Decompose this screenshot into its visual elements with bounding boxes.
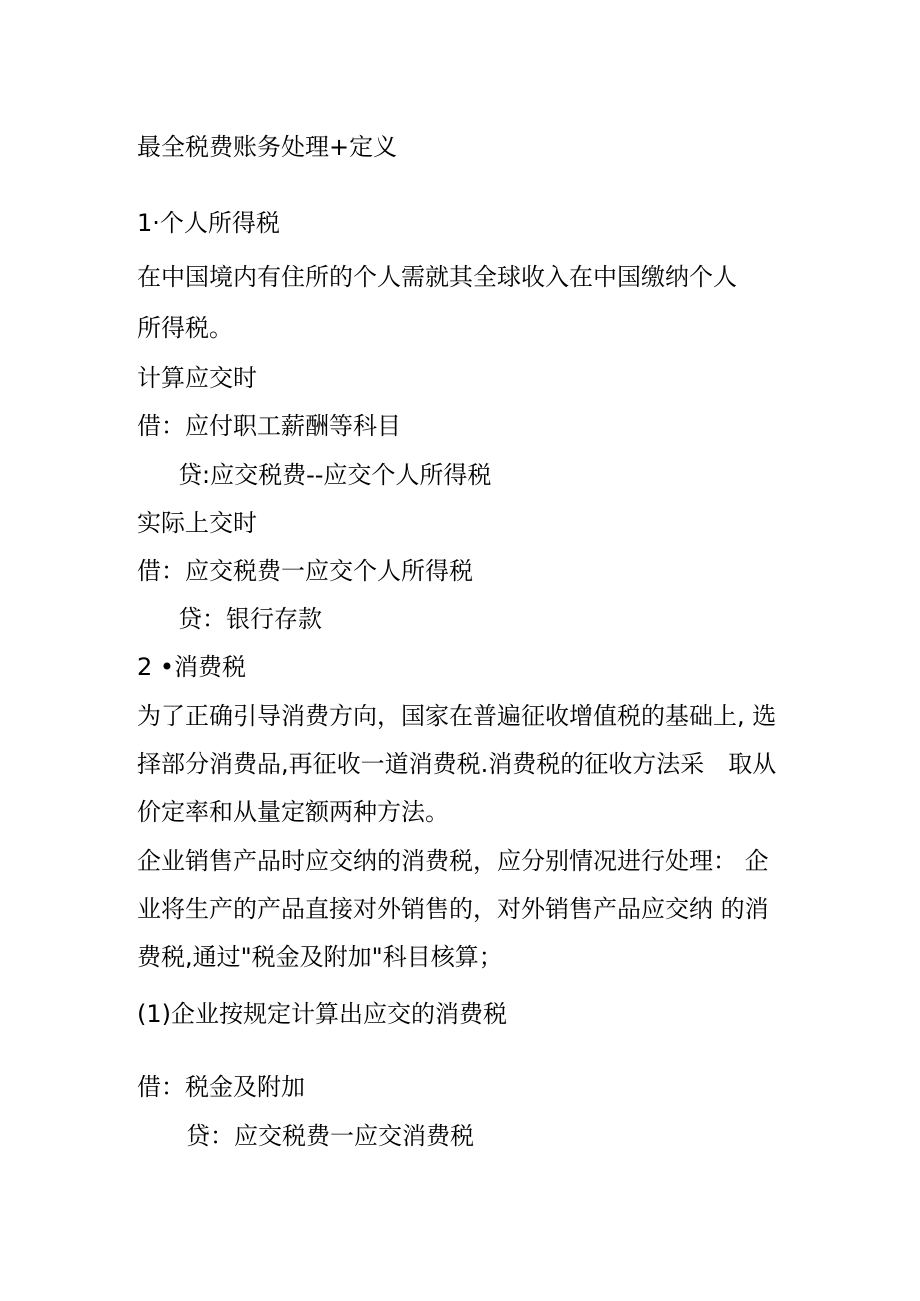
- consumption-tax-entry-credit: 贷：应交税费一应交消费税: [186, 1122, 474, 1150]
- income-tax-entry-label-calc: 计算应交时: [137, 364, 257, 392]
- income-tax-entry-label-pay: 实际上交时: [137, 509, 257, 537]
- consumption-tax-entry-debit: 借：税金及附加: [137, 1073, 305, 1101]
- consumption-tax-treatment-line-3: 费税,通过"税金及附加"科目核算；: [137, 943, 503, 971]
- document-title: 最全税费账务处理+定义: [137, 133, 398, 161]
- income-tax-definition-line-2: 所得税。: [137, 314, 233, 342]
- section-heading-consumption-tax: 2 •消费税: [137, 653, 247, 681]
- income-tax-entry-debit-calc: 借：应付职工薪酬等科目: [137, 412, 401, 440]
- income-tax-entry-credit-calc: 贷:应交税费--应交个人所得税: [178, 461, 492, 489]
- consumption-tax-treatment-line-2: 业将生产的产品直接对外销售的，对外销售产品应交纳 的消: [137, 895, 769, 923]
- consumption-tax-definition-line-1: 为了正确引导消费方向，国家在普遍征收增值税的基础上, 选: [137, 702, 777, 730]
- income-tax-entry-debit-pay: 借：应交税费一应交个人所得税: [137, 557, 473, 585]
- consumption-tax-definition-line-2: 择部分消费品,再征收一道消费税.消费税的征收方法采 取从: [137, 750, 777, 778]
- consumption-tax-definition-line-3: 价定率和从量定额两种方法。: [137, 798, 449, 826]
- consumption-tax-treatment-line-1: 企业销售产品时应交纳的消费税，应分别情况进行处理： 企: [137, 847, 769, 875]
- income-tax-definition-line-1: 在中国境内有住所的个人需就其全球收入在中国缴纳个人: [137, 263, 737, 291]
- income-tax-entry-credit-pay: 贷：银行存款: [178, 605, 322, 633]
- consumption-tax-case-1: (1)企业按规定计算出应交的消费税: [137, 1000, 507, 1028]
- section-heading-income-tax: 1·个人所得税: [137, 209, 280, 237]
